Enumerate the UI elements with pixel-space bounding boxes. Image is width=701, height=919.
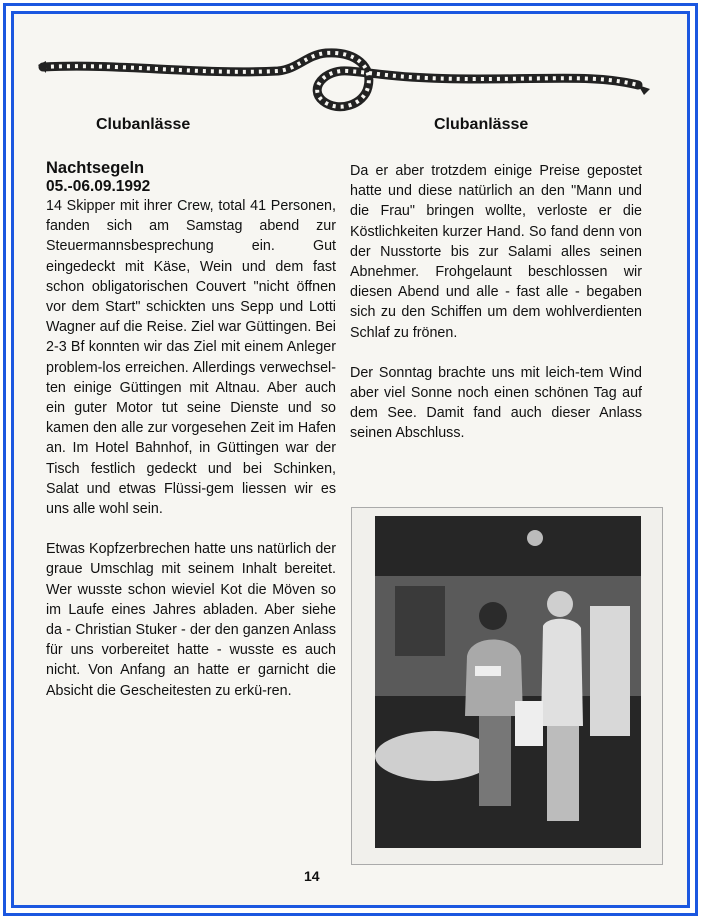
right-column	[350, 161, 642, 444]
section-heading-left: Clubanlässe	[96, 116, 191, 133]
section-heading-right: Clubanlässe	[434, 116, 529, 133]
article-date: 05.-06.09.1992	[46, 178, 151, 195]
page-number: 14	[304, 868, 320, 884]
paragraph: 14 Skipper mit ihrer Crew, total 41 Personen, fanden sich am Samstag abend zur Steuermannsbesprechung ein. Gut eingedeckt mit Käse, Wein und dem fast schon obligatorischen Couvert "nicht öffnen vor dem Start" schickten uns Sepp und Lotti Wagner auf die Reise. Ziel war Güttingen. Bei 2-3 Bf konnten wir das Ziel mit einem Anleger problem-los erreichen. Allerdings verwechsel-ten einige Güttingen mit Altnau. Aber auch ein guter Motor tut seine Dienste und so kamen den alle zur vorgesehen Zeit im Hafen an. Im Hotel Bahnhof, in Güttingen war der Tisch festlich gedeckt und bei Schinken, Salat und etwas Flüssi-gem liessen wir es uns alle wohl sein.	[46, 198, 336, 518]
paragraph: Der Sonntag brachte uns mit leich-tem Wind aber viel Sonne noch einen schönen Tag auf dem See. Damit fand auch dieser Anlass seinen Abschluss.	[350, 364, 642, 442]
left-column	[46, 158, 336, 701]
black-white-photo-icon	[375, 516, 641, 848]
knotted-rope-icon	[38, 45, 653, 125]
paragraph: Etwas Kopfzerbrechen hatte uns natürlich der graue Umschlag mit seinem Inhalt bereitet. Wer wusste schon wieviel Kot die Möven so im Laufe eines Jahres abladen. Aber siehe da - Christian Stuker - der den ganzen Anlass für uns vorbereitet hatte - wusste es auch nicht. Von Anfang an hatte er garnicht die Absicht die Gescheitesten zu erkü-ren.	[46, 541, 336, 699]
paragraph: Da er aber trotzdem einige Preise gepostet hatte und diese natürlich an den "Mann und die Frau" bringen wollte, verloste er die Köstlichkeiten kurzer Hand. So fand denn von der Nusstorte bis zur Salami alles seinen Abnehmer. Frohgelaunt beschlossen wir diesen Abend und alle - fast alle - begaben sich zu den Schiffen um dem wohlverdienten Schlaf zu frönen.	[350, 163, 642, 341]
article-title: Nachtsegeln	[46, 159, 145, 177]
